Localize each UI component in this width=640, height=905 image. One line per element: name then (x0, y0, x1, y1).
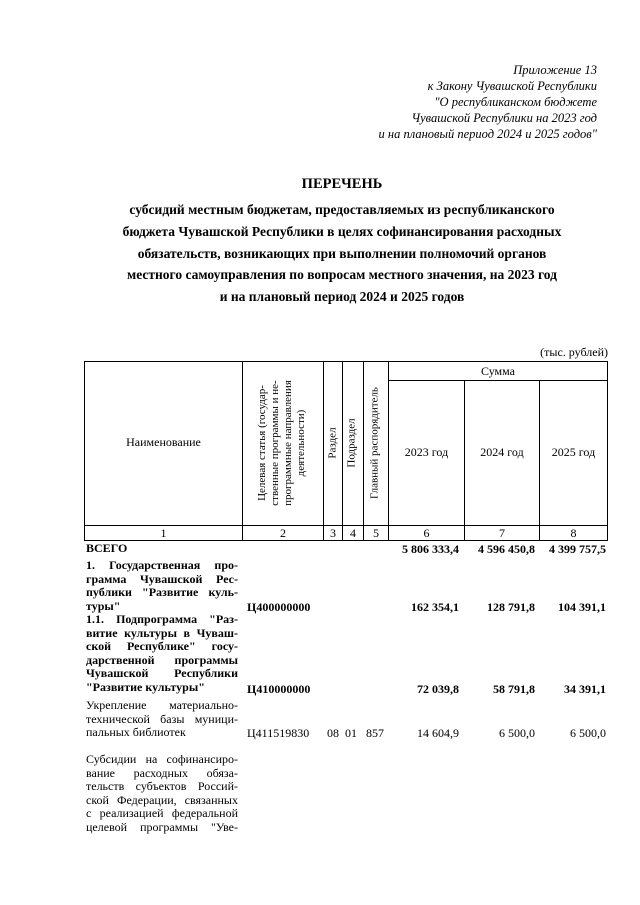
header-section: Раздел (326, 427, 339, 459)
row-section: 08 (327, 726, 339, 740)
header-year-2024: 2024 год (480, 445, 524, 459)
row-name-line: Укрепление материально- (86, 698, 238, 712)
row-value-2023: 72 039,8 (417, 682, 459, 696)
appendix-line: к Закону Чувашской Республики (427, 79, 597, 93)
appendix-note (300, 62, 597, 142)
subtitle-line: местного самоуправления по вопросам местного значения, на 2023 год (127, 267, 557, 283)
header-target-line: деятельности) (295, 409, 307, 477)
document-title: ПЕРЕЧЕНЬ (301, 176, 383, 192)
row-name-line: пальных библиотек (86, 725, 186, 740)
row-name-line: публики "Развитие куль- (86, 585, 238, 600)
row-value-2025: 4 399 757,5 (549, 542, 606, 556)
row-name-line: Субсидии на софинансиро- (86, 752, 238, 766)
header-sum: Сумма (481, 364, 515, 378)
table-row-total (86, 542, 238, 556)
subtitle-line: и на плановый период 2024 и 2025 годов (219, 289, 465, 305)
grid-line (607, 361, 608, 541)
row-code: Ц400000000 (247, 600, 311, 614)
row-code: Ц410000000 (247, 682, 311, 696)
row-name-line: технической базы муници- (86, 711, 238, 726)
grid-line (464, 380, 465, 541)
row-name-line: Чувашской Республики (86, 666, 238, 681)
table-row-program (86, 559, 238, 613)
column-number: 8 (570, 526, 577, 540)
grid-line (84, 361, 85, 541)
row-manager: 857 (366, 726, 384, 740)
column-number: 4 (350, 526, 356, 540)
header-year-2023: 2023 год (404, 445, 449, 459)
appendix-line: Приложение 13 (513, 63, 597, 77)
row-name-line: ВСЕГО (86, 541, 128, 555)
row-code: Ц411519830 (247, 726, 310, 740)
header-target-line: программные направления (282, 380, 294, 506)
row-value-2024: 6 500,0 (499, 726, 535, 740)
row-name-line: 1.1. Подпрограмма "Раз- (86, 612, 238, 626)
row-value-2023: 14 604,9 (417, 726, 459, 740)
row-value-2024: 128 791,8 (487, 600, 535, 614)
row-name-line: витие культуры в Чуваш- (86, 625, 238, 640)
row-name-line: туры" (86, 598, 121, 613)
row-name-line: вание расходных обяза- (86, 765, 238, 780)
row-value-2024: 4 596 450,8 (478, 542, 535, 556)
table-row-subprogram (86, 613, 238, 695)
row-value-2025: 34 391,1 (564, 682, 606, 696)
row-name-line: ской Республике" госу- (86, 639, 238, 654)
grid-line (242, 361, 243, 541)
header-target-article (256, 380, 308, 506)
subtitle-line: обязательств, возникающих при выполнении полномочий органов (137, 245, 547, 261)
column-number: 6 (423, 526, 430, 540)
units-label: (тыс. рублей) (540, 345, 608, 359)
table-row-item (86, 753, 238, 835)
column-number: 1 (160, 526, 167, 540)
row-name-line: грамма Чувашской Рес- (86, 571, 238, 586)
row-name-line: 1. Государственная про- (86, 558, 238, 572)
grid-line (363, 361, 364, 541)
header-target-line: Целевая статья (государ- (256, 385, 268, 501)
column-number: 5 (373, 526, 379, 540)
table-row-item (86, 699, 238, 740)
appendix-line: Чувашской Республики на 2023 год (411, 111, 597, 125)
grid-line (342, 361, 343, 541)
row-value-2023: 5 806 333,4 (402, 542, 459, 556)
column-number: 3 (330, 526, 336, 540)
column-number: 7 (499, 526, 505, 540)
row-subsection: 01 (345, 726, 357, 740)
row-name-line: дарственной программы (86, 652, 238, 667)
row-value-2023: 162 354,1 (411, 600, 459, 614)
grid-line (388, 380, 608, 381)
document-subtitle (0, 199, 640, 308)
subtitle-line: бюджета Чувашской Республики в целях софинансирования расходных (122, 223, 562, 239)
header-manager: Главный распорядитель (368, 387, 381, 499)
row-name-line: целевой программы "Уве- (86, 819, 238, 834)
column-number: 2 (280, 526, 286, 540)
appendix-line: и на плановый период 2024 и 2025 годов" (378, 127, 597, 141)
grid-line (539, 380, 540, 541)
appendix-line: "О республиканском бюджете (434, 95, 597, 109)
row-value-2024: 58 791,8 (493, 682, 535, 696)
header-name: Наименование (126, 435, 201, 449)
row-value-2025: 104 391,1 (558, 600, 606, 614)
row-name-line: "Развитие культуры" (86, 679, 205, 694)
row-name-line: ской Федерации, связанных (86, 792, 238, 807)
row-name-line: с реализацией федеральной (86, 806, 238, 821)
subtitle-line: субсидий местным бюджетам, предоставляемых из республиканского (129, 202, 555, 217)
row-value-2025: 6 500,0 (570, 726, 606, 740)
header-subsection: Подраздел (345, 418, 358, 468)
grid-line (84, 361, 608, 362)
header-target-line: ственные программы и не- (269, 380, 281, 506)
header-year-2025: 2025 год (551, 445, 596, 459)
row-name-line: тельств субъектов Россий- (86, 779, 238, 794)
grid-line (323, 361, 324, 541)
